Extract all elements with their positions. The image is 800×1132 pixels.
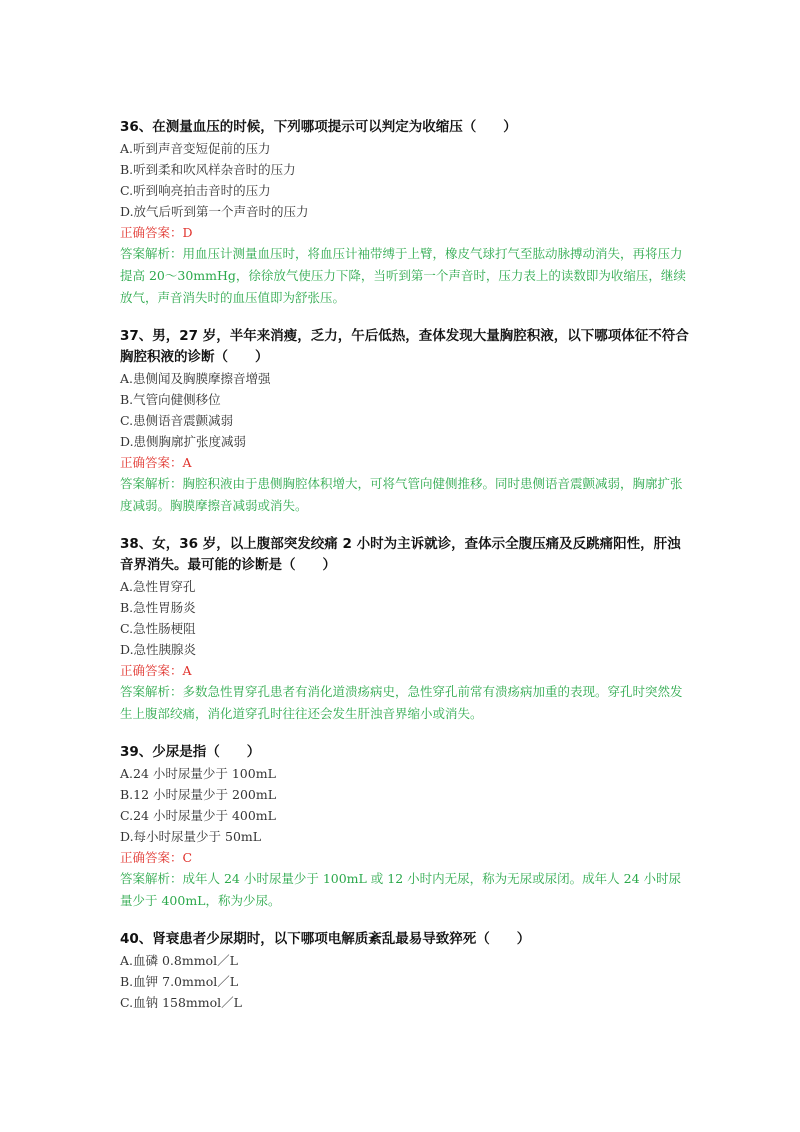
question-38 (120, 534, 690, 725)
option-d: D.急性胰腺炎 (120, 642, 197, 657)
option-b: B.气管向健侧移位 (120, 392, 221, 407)
question-37 (120, 326, 690, 517)
correct-answer: 正确答案：A (120, 455, 192, 470)
question-title: 38、女，36 岁，以上腹部突发绞痛 2 小时为主诉就诊，查体示全腹压痛及反跳痛阳性，肝浊音界消失。最可能的诊断是（ ） (120, 536, 681, 573)
option-a: A.急性胃穿孔 (120, 579, 196, 594)
option-c: C.患侧语音震颤减弱 (120, 413, 234, 428)
answer-analysis: 答案解析：成年人 24 小时尿量少于 100mL 或 12 小时内无尿，称为无尿或尿闭。成年人 24 小时尿量少于 400mL，称为少尿。 (120, 871, 682, 908)
option-b: B.听到柔和吹风样杂音时的压力 (120, 162, 296, 177)
option-b: B.12 小时尿量少于 200mL (120, 787, 277, 802)
option-c: C.24 小时尿量少于 400mL (120, 808, 276, 823)
correct-answer: 正确答案：D (120, 225, 193, 240)
option-d: D.患侧胸廓扩张度减弱 (120, 434, 247, 449)
question-40 (120, 929, 690, 1013)
option-a: A.听到声音变短促前的压力 (120, 141, 271, 156)
question-title: 37、男，27 岁，半年来消瘦，乏力，午后低热，查体发现大量胸腔积液，以下哪项体征不符合胸腔积液的诊断（ ） (120, 328, 689, 365)
option-c: C.血钠 158mmol／L (120, 995, 242, 1010)
correct-answer: 正确答案：A (120, 663, 192, 678)
answer-analysis: 答案解析：多数急性胃穿孔患者有消化道溃疡病史，急性穿孔前常有溃疡病加重的表现。穿孔时突然发生上腹部绞痛，消化道穿孔时往往还会发生肝浊音界缩小或消失。 (120, 684, 683, 721)
option-d: D.每小时尿量少于 50mL (120, 829, 262, 844)
option-c: C.急性肠梗阻 (120, 621, 196, 636)
question-title: 36、在测量血压的时候，下列哪项提示可以判定为收缩压（ ） (120, 119, 517, 135)
option-b: B.血钾 7.0mmol／L (120, 974, 239, 989)
question-39 (120, 742, 690, 912)
question-title: 39、少尿是指（ ） (120, 744, 261, 760)
option-c: C.听到响亮拍击音时的压力 (120, 183, 271, 198)
option-a: A.患侧闻及胸膜摩擦音增强 (120, 371, 271, 386)
answer-analysis: 答案解析：胸腔积液由于患侧胸腔体积增大，可将气管向健侧推移。同时患侧语音震颤减弱，胸廓扩张度减弱。胸膜摩擦音减弱或消失。 (120, 476, 683, 513)
option-d: D.放气后听到第一个声音时的压力 (120, 204, 309, 219)
answer-analysis: 答案解析：用血压计测量血压时，将血压计袖带缚于上臂，橡皮气球打气至肱动脉搏动消失，再将压力提高 20～30mmHg，徐徐放气使压力下降，当听到第一个声音时，压力表上的读数即为收缩压，继续放气，声音消失时的血压值即为舒张压。 (120, 246, 686, 305)
question-36 (120, 117, 690, 309)
correct-answer: 正确答案：C (120, 850, 193, 865)
option-a: A.24 小时尿量少于 100mL (120, 766, 276, 781)
question-title: 40、肾衰患者少尿期时，以下哪项电解质紊乱最易导致猝死（ ） (120, 931, 531, 947)
question-list (120, 117, 690, 1030)
option-a: A.血磷 0.8mmol／L (120, 953, 238, 968)
option-b: B.急性胃肠炎 (120, 600, 196, 615)
